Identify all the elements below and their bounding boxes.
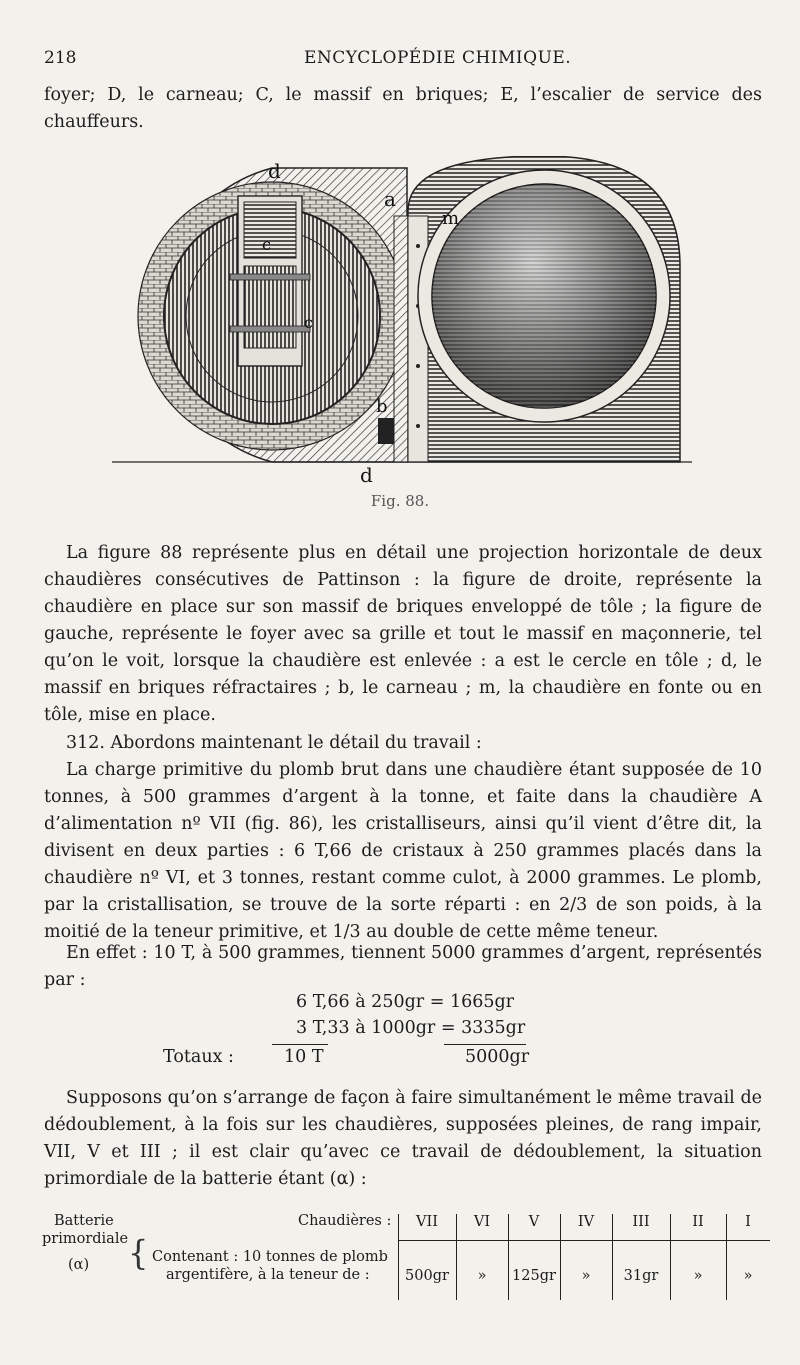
value-vii: 500gr xyxy=(405,1268,449,1284)
label-d-top: d xyxy=(268,159,281,183)
paragraph-en-effet: En effet : 10 T, à 500 grammes, tiennent 5000 grammes d’argent, représentés par : xyxy=(44,943,762,990)
label-d-bottom: d xyxy=(360,463,373,487)
label-a: a xyxy=(384,187,396,211)
value-iv: » xyxy=(581,1268,591,1284)
col-header-vii: VII xyxy=(416,1214,438,1230)
label-m: m xyxy=(442,208,460,229)
contenant-label-2: argentifère, à la teneur de : xyxy=(166,1267,370,1283)
section-312-heading: 312. Abordons maintenant le détail du travail : xyxy=(66,733,482,753)
calc-rule-left xyxy=(272,1044,328,1045)
col-header-v: V xyxy=(528,1214,540,1230)
page-number: 218 xyxy=(44,48,77,68)
table-rule xyxy=(398,1240,770,1241)
chaudieres-label: Chaudières : xyxy=(298,1213,392,1229)
figure-caption: Fig. 88. xyxy=(370,492,430,510)
totals-label: Totaux : xyxy=(163,1047,234,1067)
value-v: 125gr xyxy=(512,1268,556,1284)
paragraph-figure-description: La figure 88 représente plus en détail une projection horizontale de deux chaudières consécutives de Pattinson : la figure de droite, représente la chaudière en place sur son massif de briques enveloppé de tôle ; la figure de gauche, représente le foyer avec sa grille et tout le massif en maçonnerie, tel qu’on le voit, lorsque la chaudière est enlevée : a est le cercle en tôle ; d, le massif en briques réfractaires ; b, le carneau ; m, la chaudière en fonte ou en tôle, mise en place. xyxy=(44,543,762,725)
running-header xyxy=(44,48,762,74)
left-furnace-drawing xyxy=(138,168,408,462)
col-header-i: I xyxy=(745,1214,751,1230)
col-header-ii: II xyxy=(692,1214,704,1230)
contenant-label-1: Contenant : 10 tonnes de plomb xyxy=(152,1249,388,1265)
battery-label-1: Batterie xyxy=(54,1213,114,1229)
col-header-iv: IV xyxy=(577,1214,595,1230)
label-c-right: c xyxy=(304,313,313,332)
battery-label-3: (α) xyxy=(68,1257,90,1273)
paragraph-dedoublement: Supposons qu’on s’arrange de façon à faire simultanément le même travail de dédoublement, à la fois sur les chaudières, supposées pleines, de rang impair, VII, V et III ; il est clair qu’avec ce travail de dédoublement, la situation primordiale de la batterie étant (α) : xyxy=(44,1088,762,1189)
value-iii: 31gr xyxy=(623,1268,659,1284)
col-header-vi: VI xyxy=(473,1214,491,1230)
value-vi: » xyxy=(477,1268,487,1284)
total-tonnage: 10 T xyxy=(284,1047,324,1067)
label-b: b xyxy=(376,396,388,417)
value-ii: » xyxy=(693,1268,703,1284)
col-header-iii: III xyxy=(632,1214,650,1230)
total-silver: 5000gr xyxy=(465,1047,530,1067)
figure-88 xyxy=(112,156,692,496)
calc-row-2: 3 T,33 à 1000gr = 3335gr xyxy=(296,1018,526,1038)
lead-text: foyer; D, le carneau; C, le massif en briques; E, l’escalier de service des chauffeurs. xyxy=(44,85,762,132)
right-boiler-drawing xyxy=(408,156,680,462)
battery-label-2: primordiale xyxy=(42,1231,129,1247)
calc-row-1: 6 T,66 à 250gr = 1665gr xyxy=(296,992,515,1012)
battery-table xyxy=(40,1208,770,1300)
calc-rule-right xyxy=(444,1044,526,1045)
running-title: ENCYCLOPÉDIE CHIMIQUE. xyxy=(304,48,572,68)
brace: { xyxy=(128,1233,149,1273)
label-c-top: c xyxy=(262,235,271,254)
value-i: » xyxy=(743,1268,753,1284)
paragraph-initial-charge: La charge primitive du plomb brut dans une chaudière étant supposée de 10 tonnes, à 500 grammes d’argent à la tonne, et faite dans la chaudière A d’alimentation nº VII (fig. 86), les cristalliseurs, ainsi qu’il vient d’être dit, la divisent en deux parties : 6 T,66 de cristaux à 250 grammes placés dans la chaudière nº VI, et 3 tonnes, restant comme culot, à 2000 grammes. Le plomb, par la cristallisation, se trouve de la sorte réparti : en 2/3 de son poids, à la moitié de la teneur primitive, et 1/3 au double de cette même teneur. xyxy=(44,760,762,942)
